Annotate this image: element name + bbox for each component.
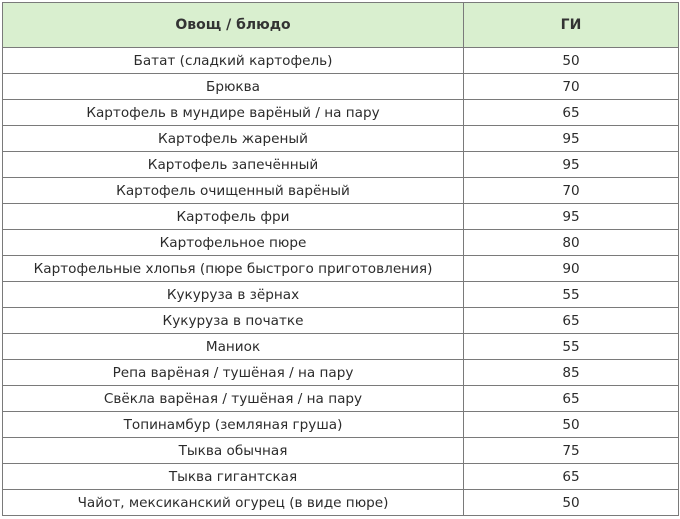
cell-vegetable: Картофель фри	[3, 204, 464, 230]
table-row	[3, 334, 679, 360]
table-row	[3, 230, 679, 256]
column-header-gi: ГИ	[464, 3, 679, 48]
cell-gi: 90	[464, 256, 679, 282]
cell-vegetable: Кукуруза в зёрнах	[3, 282, 464, 308]
table-header-row	[3, 3, 679, 48]
table-row	[3, 178, 679, 204]
cell-gi: 50	[464, 48, 679, 74]
table-row	[3, 308, 679, 334]
cell-vegetable: Брюква	[3, 74, 464, 100]
cell-gi: 80	[464, 230, 679, 256]
cell-vegetable: Картофель запечённый	[3, 152, 464, 178]
table-row	[3, 74, 679, 100]
table-row	[3, 256, 679, 282]
cell-vegetable: Батат (сладкий картофель)	[3, 48, 464, 74]
cell-vegetable: Картофельные хлопья (пюре быстрого приготовления)	[3, 256, 464, 282]
cell-vegetable: Картофель в мундире варёный / на пару	[3, 100, 464, 126]
table-row	[3, 412, 679, 438]
cell-vegetable: Кукуруза в початке	[3, 308, 464, 334]
cell-gi: 85	[464, 360, 679, 386]
cell-vegetable: Тыква обычная	[3, 438, 464, 464]
cell-gi: 55	[464, 334, 679, 360]
cell-gi: 75	[464, 438, 679, 464]
table-row	[3, 126, 679, 152]
cell-vegetable: Картофель жареный	[3, 126, 464, 152]
table-row	[3, 490, 679, 516]
table-row	[3, 100, 679, 126]
table-row	[3, 152, 679, 178]
glycemic-index-table	[2, 2, 679, 516]
cell-gi: 65	[464, 386, 679, 412]
cell-gi: 95	[464, 126, 679, 152]
cell-gi: 50	[464, 490, 679, 516]
table-row	[3, 204, 679, 230]
cell-vegetable: Топинамбур (земляная груша)	[3, 412, 464, 438]
cell-gi: 95	[464, 204, 679, 230]
table-row	[3, 386, 679, 412]
cell-gi: 65	[464, 100, 679, 126]
table-row	[3, 360, 679, 386]
table-row	[3, 438, 679, 464]
cell-vegetable: Тыква гигантская	[3, 464, 464, 490]
cell-vegetable: Картофельное пюре	[3, 230, 464, 256]
cell-vegetable: Картофель очищенный варёный	[3, 178, 464, 204]
cell-vegetable: Чайот, мексиканский огурец (в виде пюре)	[3, 490, 464, 516]
table-row	[3, 464, 679, 490]
cell-gi: 55	[464, 282, 679, 308]
table-row	[3, 48, 679, 74]
cell-gi: 50	[464, 412, 679, 438]
cell-gi: 65	[464, 308, 679, 334]
cell-gi: 70	[464, 74, 679, 100]
table-row	[3, 282, 679, 308]
column-header-vegetable: Овощ / блюдо	[3, 3, 464, 48]
cell-vegetable: Репа варёная / тушёная / на пару	[3, 360, 464, 386]
cell-gi: 70	[464, 178, 679, 204]
cell-vegetable: Свёкла варёная / тушёная / на пару	[3, 386, 464, 412]
cell-gi: 95	[464, 152, 679, 178]
cell-vegetable: Маниок	[3, 334, 464, 360]
cell-gi: 65	[464, 464, 679, 490]
